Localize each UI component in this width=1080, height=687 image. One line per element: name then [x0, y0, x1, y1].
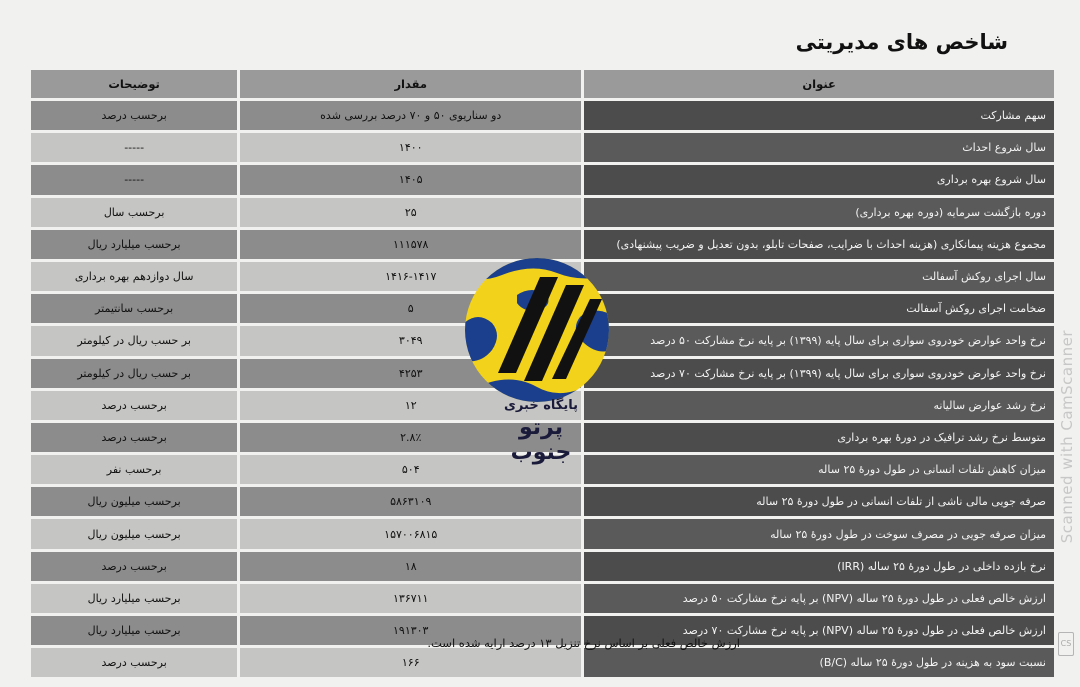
- row-title: صرفه جویی مالی ناشی از تلفات انسانی در طول دورهٔ ۲۵ ساله: [581, 484, 1054, 516]
- row-desc: -----: [28, 130, 237, 162]
- row-desc: برحسب درصد: [28, 420, 237, 452]
- row-desc: برحسب میلیارد ریال: [28, 581, 237, 613]
- row-title: سال شروع بهره برداری: [581, 162, 1054, 194]
- row-value: ۱۴۰۵: [237, 162, 581, 194]
- row-title: نرخ بازده داخلی در طول دورهٔ ۲۵ ساله (IRR): [581, 549, 1054, 581]
- table-row: [28, 162, 1054, 194]
- row-value: ۴۲۵۳: [237, 356, 581, 388]
- row-desc: برحسب درصد: [28, 549, 237, 581]
- row-value: ۵: [237, 291, 581, 323]
- table-row: [28, 645, 1054, 677]
- table-row: [28, 98, 1054, 130]
- row-value: ۲.۸٪: [237, 420, 581, 452]
- row-desc: -----: [28, 162, 237, 194]
- globe-logo-icon: [462, 255, 612, 405]
- header-desc: توضیحات: [28, 70, 237, 98]
- table-row: [28, 516, 1054, 548]
- row-title: ارزش خالص فعلی در طول دورهٔ ۲۵ ساله (NPV) بر پایه نرخ مشارکت ۷۰ درصد: [581, 613, 1054, 645]
- row-value: ۵۸۶۳۱۰۹: [237, 484, 581, 516]
- row-title: متوسط نرخ رشد ترافیک در دورهٔ بهره برداری: [581, 420, 1054, 452]
- row-desc: برحسب میلیارد ریال: [28, 613, 237, 645]
- row-desc: برحسب میلیون ریال: [28, 484, 237, 516]
- watermark-line2: پرتو جنوب: [510, 415, 572, 465]
- table-header-row: [28, 70, 1054, 98]
- header-title: عنوان: [581, 70, 1054, 98]
- row-desc: برحسب میلیارد ریال: [28, 227, 237, 259]
- row-title: دوره بازگشت سرمایه (دوره بهره برداری): [581, 195, 1054, 227]
- row-value: ۱۳۶۷۱۱: [237, 581, 581, 613]
- row-value: ۱۹۱۳۰۳: [237, 613, 581, 645]
- row-value: دو سناریوی ۵۰ و ۷۰ درصد بررسی شده: [237, 98, 581, 130]
- row-value: ۱۵۷۰۰۶۸۱۵: [237, 516, 581, 548]
- row-desc: برحسب درصد: [28, 645, 237, 677]
- table-row: [28, 549, 1054, 581]
- row-desc: سال دوازدهم بهره برداری: [28, 259, 237, 291]
- row-title: ضخامت اجرای روکش آسفالت: [581, 291, 1054, 323]
- row-desc: برحسب درصد: [28, 98, 237, 130]
- row-title: میزان کاهش تلفات انسانی در طول دورهٔ ۲۵ ساله: [581, 452, 1054, 484]
- row-title: سال اجرای روکش آسفالت: [581, 259, 1054, 291]
- page-title: شاخص های مدیریتی: [795, 30, 1008, 54]
- row-title: سهم مشارکت: [581, 98, 1054, 130]
- row-desc: برحسب درصد: [28, 388, 237, 420]
- row-title: نرخ واحد عوارض خودروی سواری برای سال پایه (۱۳۹۹) بر پایه نرخ مشارکت ۷۰ درصد: [581, 356, 1054, 388]
- row-value: ۱۱۱۵۷۸: [237, 227, 581, 259]
- row-value: ۵۰۴: [237, 452, 581, 484]
- row-title: نرخ واحد عوارض خودروی سواری برای سال پایه (۱۳۹۹) بر پایه نرخ مشارکت ۵۰ درصد: [581, 323, 1054, 355]
- row-value: ۱۲: [237, 388, 581, 420]
- row-desc: برحسب نفر: [28, 452, 237, 484]
- footnote: ارزش خالص فعلی بر اساس نرخ تنزیل ۱۳ درصد ارایه شده است.: [427, 636, 740, 650]
- row-value: ۱۴۱۶-۱۴۱۷: [237, 259, 581, 291]
- row-desc: بر حسب ریال در کیلومتر: [28, 356, 237, 388]
- row-value: ۱۸: [237, 549, 581, 581]
- table-row: [28, 130, 1054, 162]
- table-row: [28, 484, 1054, 516]
- row-desc: برحسب میلیون ریال: [28, 516, 237, 548]
- row-title: ارزش خالص فعلی در طول دورهٔ ۲۵ ساله (NPV) بر پایه نرخ مشارکت ۵۰ درصد: [581, 581, 1054, 613]
- table-row: [28, 195, 1054, 227]
- scanner-watermark: Scanned with CamScanner: [1058, 330, 1076, 544]
- row-value: ۳۰۴۹: [237, 323, 581, 355]
- row-desc: برحسب سانتیمتر: [28, 291, 237, 323]
- row-desc: بر حسب ریال در کیلومتر: [28, 323, 237, 355]
- row-title: نرخ رشد عوارض سالیانه: [581, 388, 1054, 420]
- row-desc: برحسب سال: [28, 195, 237, 227]
- row-value: ۱۴۰۰: [237, 130, 581, 162]
- row-title: نسبت سود به هزینه در طول دورهٔ ۲۵ ساله (B/C): [581, 645, 1054, 677]
- row-title: مجموع هزینه پیمانکاری (هزینه احداث با ضرایب، صفحات تابلو، بدون تعدیل و ضریب پیشنهادی): [581, 227, 1054, 259]
- watermark-line1: پایگاه خبری: [504, 398, 578, 413]
- row-value: ۱۶۶: [237, 645, 581, 677]
- cs-badge-icon: CS: [1058, 632, 1074, 656]
- row-title: سال شروع احداث: [581, 130, 1054, 162]
- watermark-logo-text: [486, 398, 596, 465]
- row-title: میزان صرفه جویی در مصرف سوخت در طول دورهٔ ۲۵ ساله: [581, 516, 1054, 548]
- row-value: ۲۵: [237, 195, 581, 227]
- header-value: مقدار: [237, 70, 581, 98]
- table-row: [28, 581, 1054, 613]
